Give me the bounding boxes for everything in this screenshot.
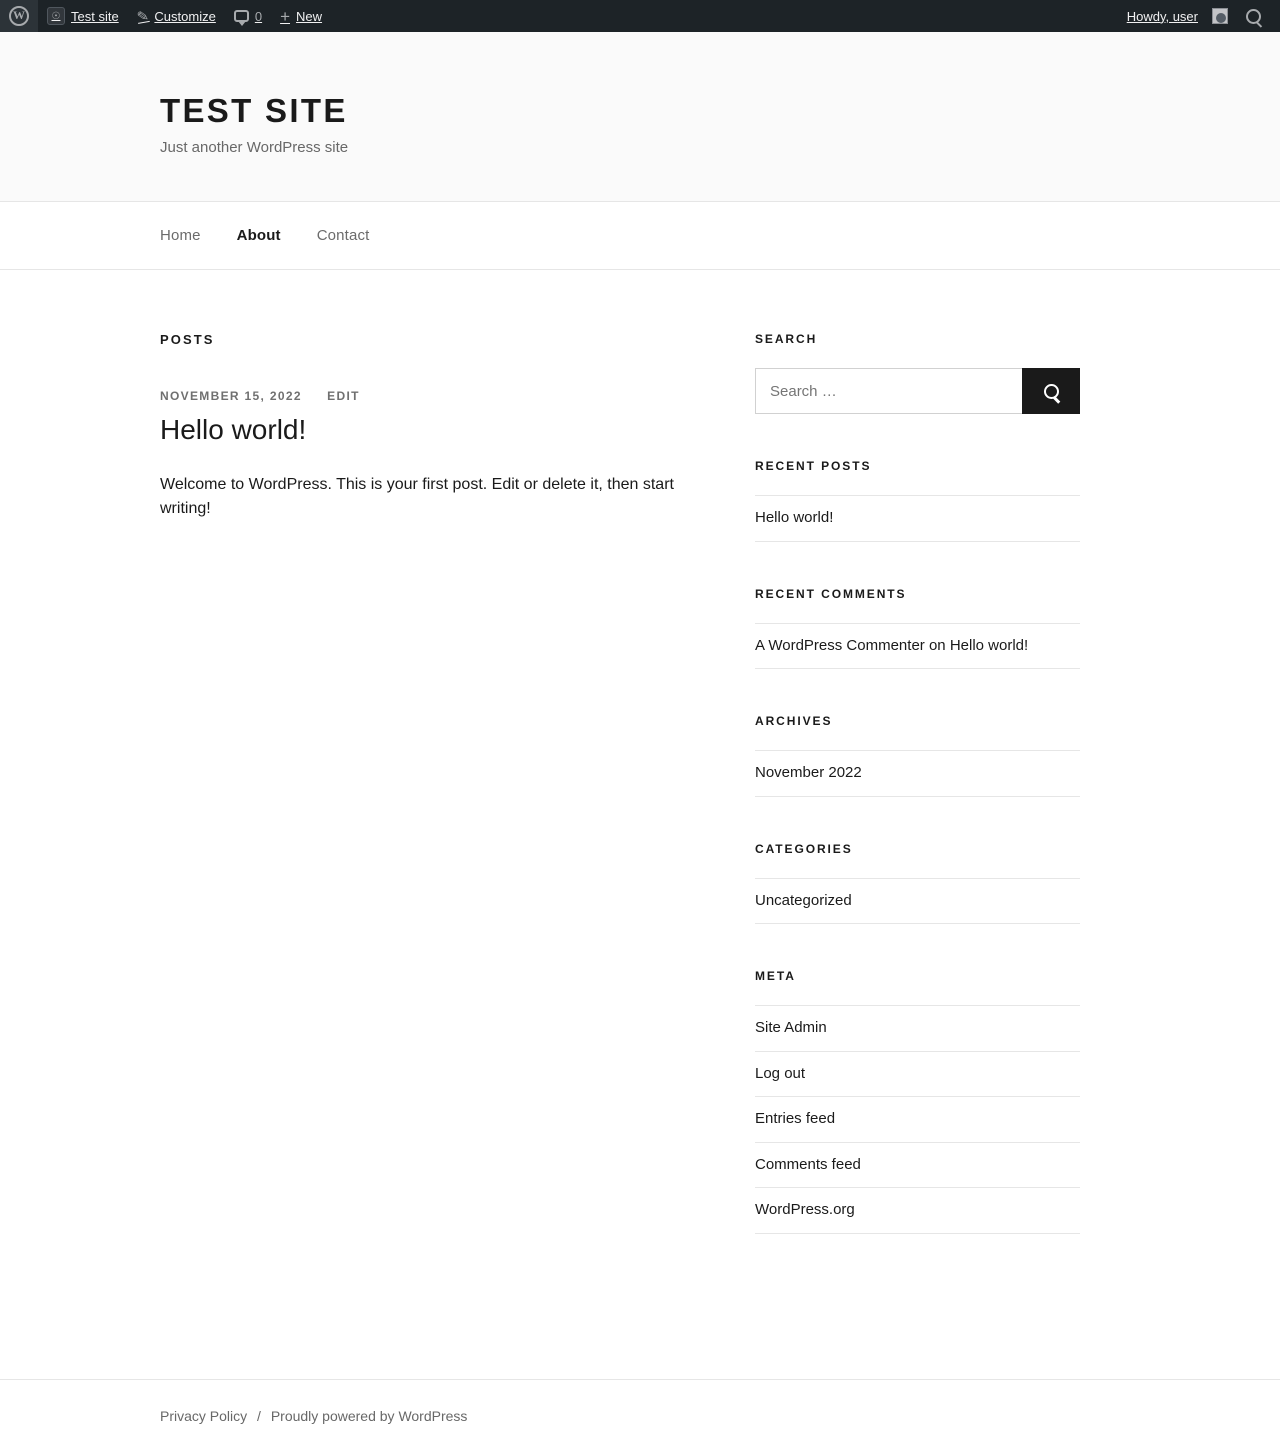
list-item bbox=[755, 1005, 1080, 1052]
list-item bbox=[755, 495, 1080, 542]
widget-search bbox=[755, 332, 1080, 414]
howdy-label: Howdy, user bbox=[1126, 8, 1198, 24]
search-input[interactable] bbox=[755, 368, 1022, 414]
admin-bar-right bbox=[1118, 0, 1280, 32]
plus-icon: + bbox=[280, 6, 291, 26]
customize-menu-item[interactable] bbox=[128, 0, 225, 32]
widget-title-archives: ARCHIVES bbox=[755, 714, 833, 728]
posts-heading: POSTS bbox=[160, 332, 215, 347]
site-name-menu-item[interactable] bbox=[38, 0, 128, 32]
comment-bubble-icon bbox=[234, 10, 249, 22]
comment-author-link[interactable]: A WordPress Commenter bbox=[755, 636, 925, 654]
avatar-icon bbox=[1212, 8, 1228, 24]
archives-list bbox=[755, 750, 1080, 797]
meta-link-wordpress-org[interactable]: WordPress.org bbox=[755, 1201, 855, 1218]
meta-link-log-out[interactable]: Log out bbox=[755, 1064, 806, 1082]
recent-comments-list bbox=[755, 623, 1080, 670]
widget-recent-comments bbox=[755, 587, 1080, 670]
meta-link-site-admin[interactable]: Site Admin bbox=[755, 1019, 827, 1036]
widget-title-recent-comments: RECENT COMMENTS bbox=[755, 586, 907, 601]
archive-link[interactable]: November 2022 bbox=[755, 764, 862, 781]
sidebar bbox=[755, 332, 1080, 1279]
post-title-link[interactable]: Hello world! bbox=[160, 414, 307, 445]
meta-link-comments-feed[interactable]: Comments feed bbox=[755, 1155, 861, 1173]
list-item bbox=[755, 1143, 1080, 1189]
nav-item-contact[interactable]: Contact bbox=[316, 227, 370, 244]
widget-archives bbox=[755, 714, 1080, 797]
nav-item-home[interactable]: Home bbox=[160, 227, 201, 244]
widget-title-meta: META bbox=[755, 969, 796, 983]
comment-on-label: on bbox=[928, 636, 946, 654]
customize-label: Customize bbox=[154, 8, 216, 24]
new-label: New bbox=[296, 8, 323, 24]
admin-bar-search-button[interactable] bbox=[1237, 0, 1270, 32]
post-article bbox=[160, 389, 720, 522]
wp-logo-menu-item[interactable] bbox=[0, 0, 38, 32]
widget-recent-posts bbox=[755, 459, 1080, 542]
site-name-label: Test site bbox=[71, 8, 119, 24]
site-description: Just another WordPress site bbox=[160, 139, 349, 156]
search-icon bbox=[1044, 384, 1059, 399]
post-date-link[interactable]: NOVEMBER 15, 2022 bbox=[160, 389, 302, 403]
list-item bbox=[755, 878, 1080, 925]
comments-menu-item[interactable] bbox=[225, 0, 271, 32]
admin-bar bbox=[0, 0, 1280, 32]
recent-posts-list bbox=[755, 495, 1080, 542]
page-title[interactable]: TEST SITE bbox=[160, 92, 348, 129]
my-account-menu-item[interactable] bbox=[1118, 0, 1237, 32]
list-item bbox=[755, 623, 1080, 670]
site-thumbnail-icon: ☉ bbox=[47, 7, 65, 25]
category-link[interactable]: Uncategorized bbox=[755, 891, 852, 909]
site-footer bbox=[0, 1379, 1280, 1452]
wordpress-logo-icon bbox=[9, 6, 29, 26]
meta-link-entries-feed[interactable]: Entries feed bbox=[755, 1110, 836, 1127]
search-submit-button[interactable] bbox=[1022, 368, 1080, 414]
widget-title-categories: CATEGORIES bbox=[755, 841, 853, 856]
widget-categories bbox=[755, 842, 1080, 925]
comment-post-link[interactable]: Hello world! bbox=[949, 636, 1029, 654]
main-content bbox=[160, 332, 740, 522]
list-item bbox=[755, 750, 1080, 797]
footer-separator: / bbox=[257, 1407, 261, 1424]
meta-list bbox=[755, 1005, 1080, 1234]
content-area bbox=[160, 270, 1120, 1379]
search-icon bbox=[1246, 9, 1261, 24]
widget-title-recent-posts: RECENT POSTS bbox=[755, 459, 872, 473]
admin-bar-left bbox=[0, 0, 331, 32]
footer-credits bbox=[160, 1408, 1120, 1424]
post-title bbox=[160, 413, 720, 447]
post-content bbox=[160, 473, 720, 523]
search-form bbox=[755, 368, 1080, 414]
privacy-policy-link[interactable]: Privacy Policy bbox=[160, 1407, 248, 1424]
widget-title-search: SEARCH bbox=[755, 332, 818, 346]
post-excerpt: Welcome to WordPress. This is your first post. Edit or delete it, then start writing! bbox=[160, 475, 674, 518]
site-header bbox=[0, 32, 1280, 202]
widget-meta bbox=[755, 969, 1080, 1234]
primary-navigation bbox=[0, 202, 1280, 270]
pencil-icon: ✎ bbox=[135, 6, 150, 25]
new-content-menu-item[interactable] bbox=[271, 0, 331, 32]
nav-item-about[interactable]: About bbox=[236, 227, 281, 244]
post-edit-link[interactable]: EDIT bbox=[327, 389, 360, 403]
comments-count: 0 bbox=[254, 8, 263, 24]
recent-post-link[interactable]: Hello world! bbox=[755, 509, 834, 526]
powered-by-link[interactable]: Proudly powered by WordPress bbox=[270, 1407, 468, 1424]
post-meta bbox=[160, 389, 720, 403]
list-item bbox=[755, 1097, 1080, 1143]
list-item bbox=[755, 1052, 1080, 1098]
categories-list bbox=[755, 878, 1080, 925]
list-item bbox=[755, 1188, 1080, 1234]
